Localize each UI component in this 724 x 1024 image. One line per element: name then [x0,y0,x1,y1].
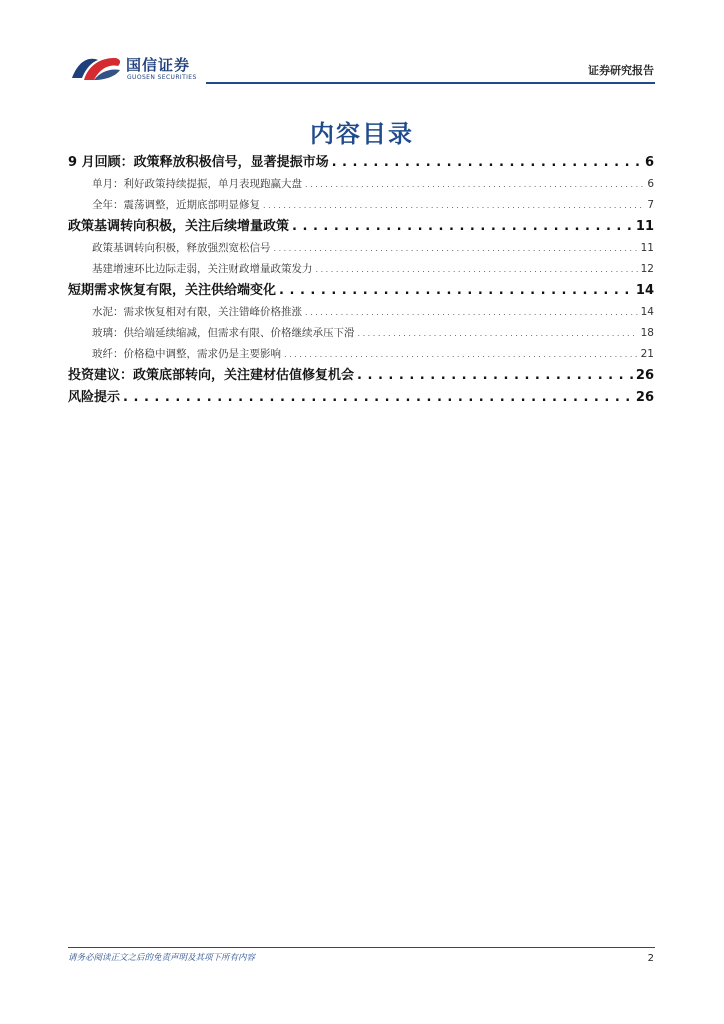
logo-name-cn: 国信证券 [126,56,191,74]
toc-entry-page: 18 [640,327,654,339]
toc-leader-dots [305,302,638,323]
toc-entry-section[interactable] [68,216,654,238]
toc-leader-dots [358,323,638,344]
guosen-logo-icon [70,52,122,84]
logo-name-en: GUOSEN SECURITIES [127,74,197,81]
toc-entry-title: 9 月回顾：政策释放积极信号，显著提振市场 [68,155,329,170]
toc-entry-title: 短期需求恢复有限，关注供给端变化 [68,283,277,298]
toc-entry-section[interactable] [68,365,654,387]
toc-entry-page: 26 [635,368,654,383]
toc-entry-subsection[interactable] [68,195,654,216]
toc-entry-subsection[interactable] [68,323,654,344]
toc-leader-dots [263,195,644,216]
toc-entry-title: 全年：震荡调整，近期底部明显修复 [92,199,260,211]
toc-entry-page: 7 [647,199,654,211]
toc-entry-subsection[interactable] [68,259,654,280]
toc-entry-page: 6 [644,155,654,170]
report-type-label: 证券研究报告 [588,64,654,77]
toc-entry-section[interactable] [68,280,654,302]
footer-divider [68,947,655,948]
toc-entry-title: 单月：利好政策持续提振，单月表现跑赢大盘 [92,178,302,190]
toc-title: 内容目录 [310,120,414,148]
toc-leader-dots [305,174,644,195]
toc-leader-dots [292,216,633,238]
toc-entry-subsection[interactable] [68,344,654,365]
toc-leader-dots [123,387,633,409]
toc-entry-page: 14 [635,283,654,298]
table-of-contents [68,152,654,409]
toc-leader-dots [357,365,633,387]
toc-entry-page: 6 [647,178,654,190]
toc-entry-subsection[interactable] [68,238,654,259]
toc-entry-title: 基建增速环比边际走弱，关注财政增量政策发力 [92,263,313,275]
toc-entry-page: 14 [640,306,654,318]
toc-entry-title: 水泥：需求恢复相对有限，关注错峰价格推涨 [92,306,302,318]
toc-leader-dots [316,259,638,280]
toc-entry-page: 11 [635,219,654,234]
toc-entry-title: 投资建议：政策底部转向，关注建材估值修复机会 [68,368,355,383]
header-divider [206,82,655,84]
toc-leader-dots [279,280,633,302]
toc-leader-dots [332,152,642,174]
toc-leader-dots [274,238,638,259]
toc-entry-page: 11 [640,242,654,254]
toc-entry-subsection[interactable] [68,302,654,323]
toc-entry-page: 21 [640,348,654,360]
page-number: 2 [647,953,654,964]
footer-disclaimer: 请务必阅读正文之后的免责声明及其项下所有内容 [68,953,256,963]
toc-entry-title: 风险提示 [68,390,121,405]
toc-entry-page: 26 [635,390,654,405]
toc-entry-title: 玻璃：供给端延续缩减，但需求有限、价格继续承压下滑 [92,327,355,339]
toc-entry-title: 玻纤：价格稳中调整，需求仍是主要影响 [92,348,281,360]
toc-entry-subsection[interactable] [68,174,654,195]
toc-entry-section[interactable] [68,152,654,174]
toc-leader-dots [284,344,638,365]
toc-entry-title: 政策基调转向积极，关注后续增量政策 [68,219,290,234]
toc-entry-section[interactable] [68,387,654,409]
toc-entry-page: 12 [640,263,654,275]
toc-entry-title: 政策基调转向积极，释放强烈宽松信号 [92,242,271,254]
